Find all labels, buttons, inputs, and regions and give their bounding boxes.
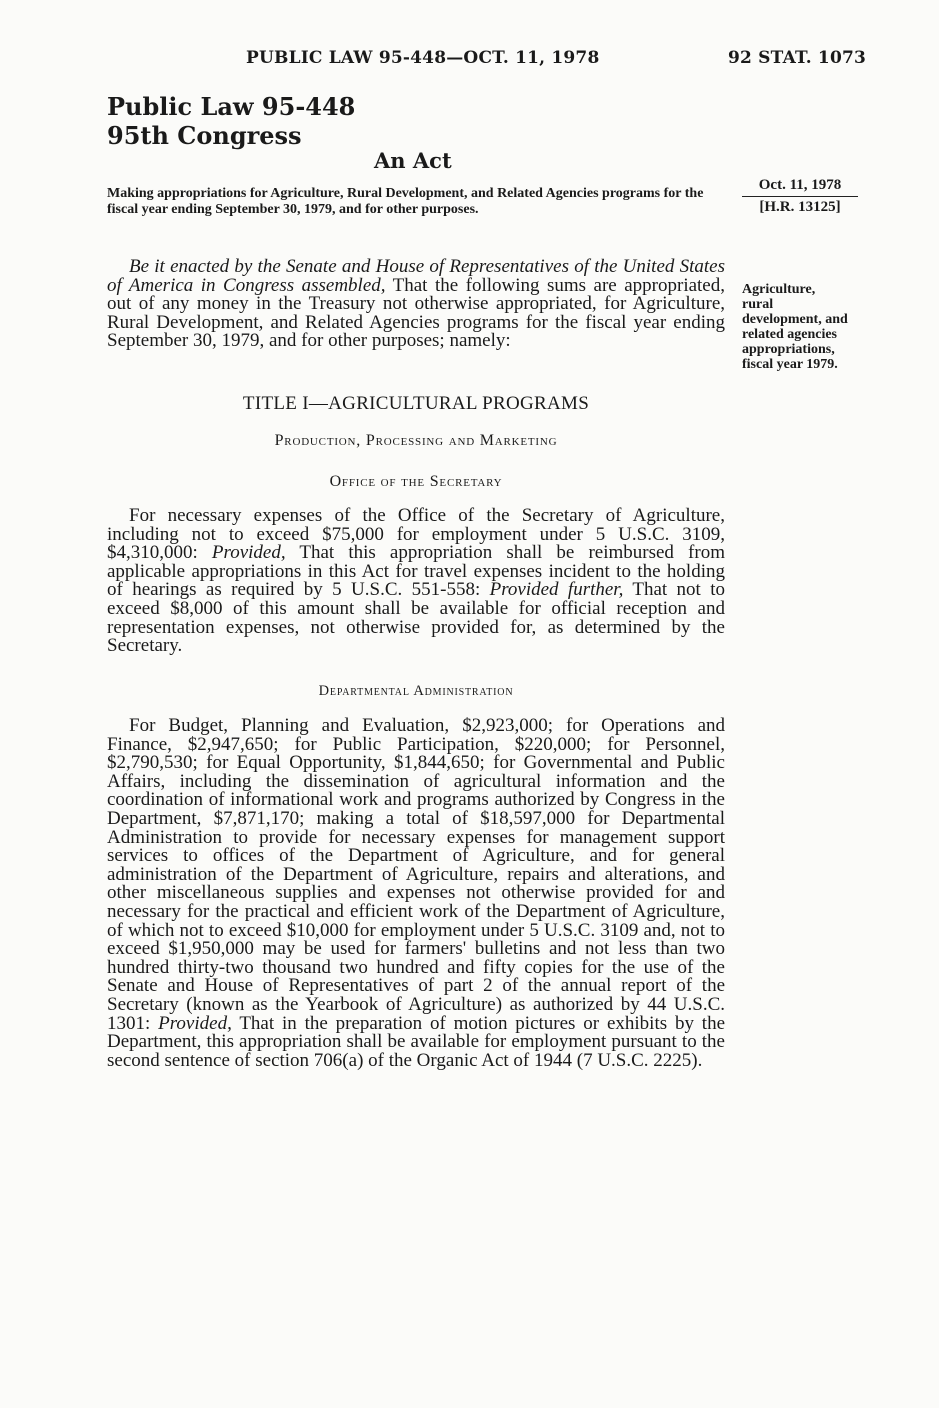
enacting-italic: Be it enacted by the Senate and House of Representatives of the United States of America in Congress assembled, bbox=[107, 256, 725, 296]
secretary-text-2: That this appropriation shall be reimbursed from applicable appropriations in this Act for travel expenses incident to the holding of hearings as required by 5 U.S.C. 551-558: bbox=[107, 542, 725, 601]
secretary-text-3: That not to exceed $8,000 of this amount shall be available for official reception and representation expenses, not otherwise provided for, as determined by the Secretary. bbox=[107, 579, 725, 657]
departmental-admin-heading: Departmental Administration bbox=[318, 683, 514, 699]
margin-date: Oct. 11, 1978 bbox=[758, 177, 842, 193]
margin-note-line: development, and bbox=[742, 312, 848, 327]
act-purpose-text: Making appropriations for Agriculture, Rural Development, and Related Agencies programs for the fiscal year ending September 30, 1979, and for other purposes. bbox=[107, 186, 704, 217]
secretary-proviso-1: Provided, bbox=[211, 542, 286, 564]
departmental-admin-paragraph bbox=[107, 717, 725, 1070]
margin-note-line: fiscal year 1979. bbox=[742, 357, 838, 372]
margin-note-line: Agriculture, bbox=[742, 282, 816, 297]
running-header: PUBLIC LAW 95-448—OCT. 11, 1978 bbox=[246, 48, 600, 68]
section-subheading: Production, Processing and Marketing bbox=[274, 432, 558, 449]
secretary-text-1: For necessary expenses of the Office of the Secretary of Agriculture, including not to exceed $75,000 for employment under 5 U.S.C. 3109, $4,310,000: bbox=[107, 505, 725, 564]
enacting-text: That the following sums are appropriated, out of any money in the Treasury not otherwise appropriated, for Agriculture, Rural Development, and Related Agencies programs for the fiscal year ending September 30, 1979, and for other purposes; namely: bbox=[107, 274, 725, 352]
margin-note-line: related agencies bbox=[742, 327, 837, 342]
margin-bill: [H.R. 13125] bbox=[759, 199, 841, 215]
title-heading: TITLE I—AGRICULTURAL PROGRAMS bbox=[242, 393, 590, 414]
office-secretary-heading: Office of the Secretary bbox=[329, 473, 503, 490]
secretary-proviso-2: Provided further, bbox=[489, 579, 624, 601]
margin-note-line: appropriations, bbox=[742, 342, 835, 357]
act-heading: An Act bbox=[374, 148, 452, 173]
office-secretary-paragraph bbox=[107, 507, 725, 656]
dept-admin-text-2: That in the preparation of motion pictures or exhibits by the Department, this appropriation shall be available for employment pursuant to the second sentence of section 706(a) of the Organic Act of 1944 (7 U.S.C. 2225). bbox=[107, 1012, 725, 1071]
act-purpose bbox=[107, 186, 723, 218]
margin-note bbox=[742, 282, 872, 372]
dept-admin-proviso: Provided, bbox=[158, 1012, 232, 1034]
margin-date-block bbox=[742, 178, 858, 215]
enacting-clause bbox=[107, 258, 725, 351]
congress-number: 95th Congress bbox=[107, 121, 302, 150]
margin-note-line: rural bbox=[742, 297, 774, 312]
dept-admin-text-1: For Budget, Planning and Evaluation, $2,923,000; for Operations and Finance, $2,947,650; for Public Participation, $220,000; for Personnel, $2,790,530; for Equal Opportunity, $1,844,650; for Governmental and Public Affairs, including the dissemination of agricultural information and the coordination of informational work and programs authorized by Congress in the Department, $7,871,170; making a total of $18,597,000 for Departmental Administration to provide for necessary expenses for management support services to offices of the Department of Agriculture, and for general administration of the Department of Agriculture, repairs and alterations, and other miscellaneous supplies and expenses not otherwise provided for and necessary for the practical and efficient work of the Department of Agriculture, of which not to exceed $10,000 for employment under 5 U.S.C. 3109 and, not to exceed $1,950,000 may be used for farmers' bulletins and not less than two hundred thirty-two thousand two hundred and fifty copies for the use of the Senate and House of Representatives of part 2 of the annual report of the Secretary (known as the Yearbook of Agriculture) as authorized by 44 U.S.C. 1301: bbox=[107, 715, 725, 1034]
stat-page-number: 92 STAT. 1073 bbox=[728, 48, 867, 68]
public-law-number: Public Law 95-448 bbox=[107, 92, 356, 121]
